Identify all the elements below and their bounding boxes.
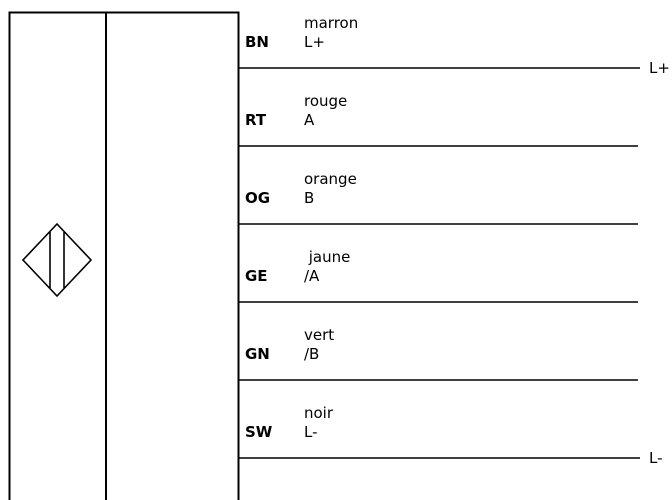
wire-color-label: marron <box>304 14 359 32</box>
wire-code-label: OG <box>245 189 271 207</box>
wire-signal-label: A <box>304 111 315 129</box>
wire-signal-label: B <box>304 189 315 207</box>
wire-code-label: BN <box>245 33 269 51</box>
wire-row <box>238 404 663 467</box>
wire-code-label: GE <box>245 267 268 285</box>
inductive-sensor-symbol-icon <box>23 224 91 296</box>
wire-row <box>238 92 638 146</box>
wire-signal-label: L+ <box>304 33 325 51</box>
sensor-body-outline <box>10 13 239 500</box>
wire-color-label: orange <box>304 170 357 188</box>
wire-terminal-label: L+ <box>649 59 670 77</box>
wire-signal-label: /A <box>304 267 320 285</box>
wire-row <box>238 170 638 224</box>
wire-row <box>238 248 638 302</box>
wire-signal-label: /B <box>304 345 320 363</box>
wire-code-label: SW <box>245 423 273 441</box>
wire-terminal-label: L- <box>649 449 663 467</box>
wire-code-label: RT <box>245 111 267 129</box>
wire-row <box>238 14 670 77</box>
wire-color-label: jaune <box>304 248 351 266</box>
wire-rows <box>238 14 670 467</box>
wire-row <box>238 326 638 380</box>
wire-signal-label: L- <box>304 423 318 441</box>
wire-code-label: GN <box>245 345 270 363</box>
wire-color-label: noir <box>304 404 334 422</box>
wire-color-label: vert <box>304 326 335 344</box>
wire-color-label: rouge <box>304 92 348 110</box>
